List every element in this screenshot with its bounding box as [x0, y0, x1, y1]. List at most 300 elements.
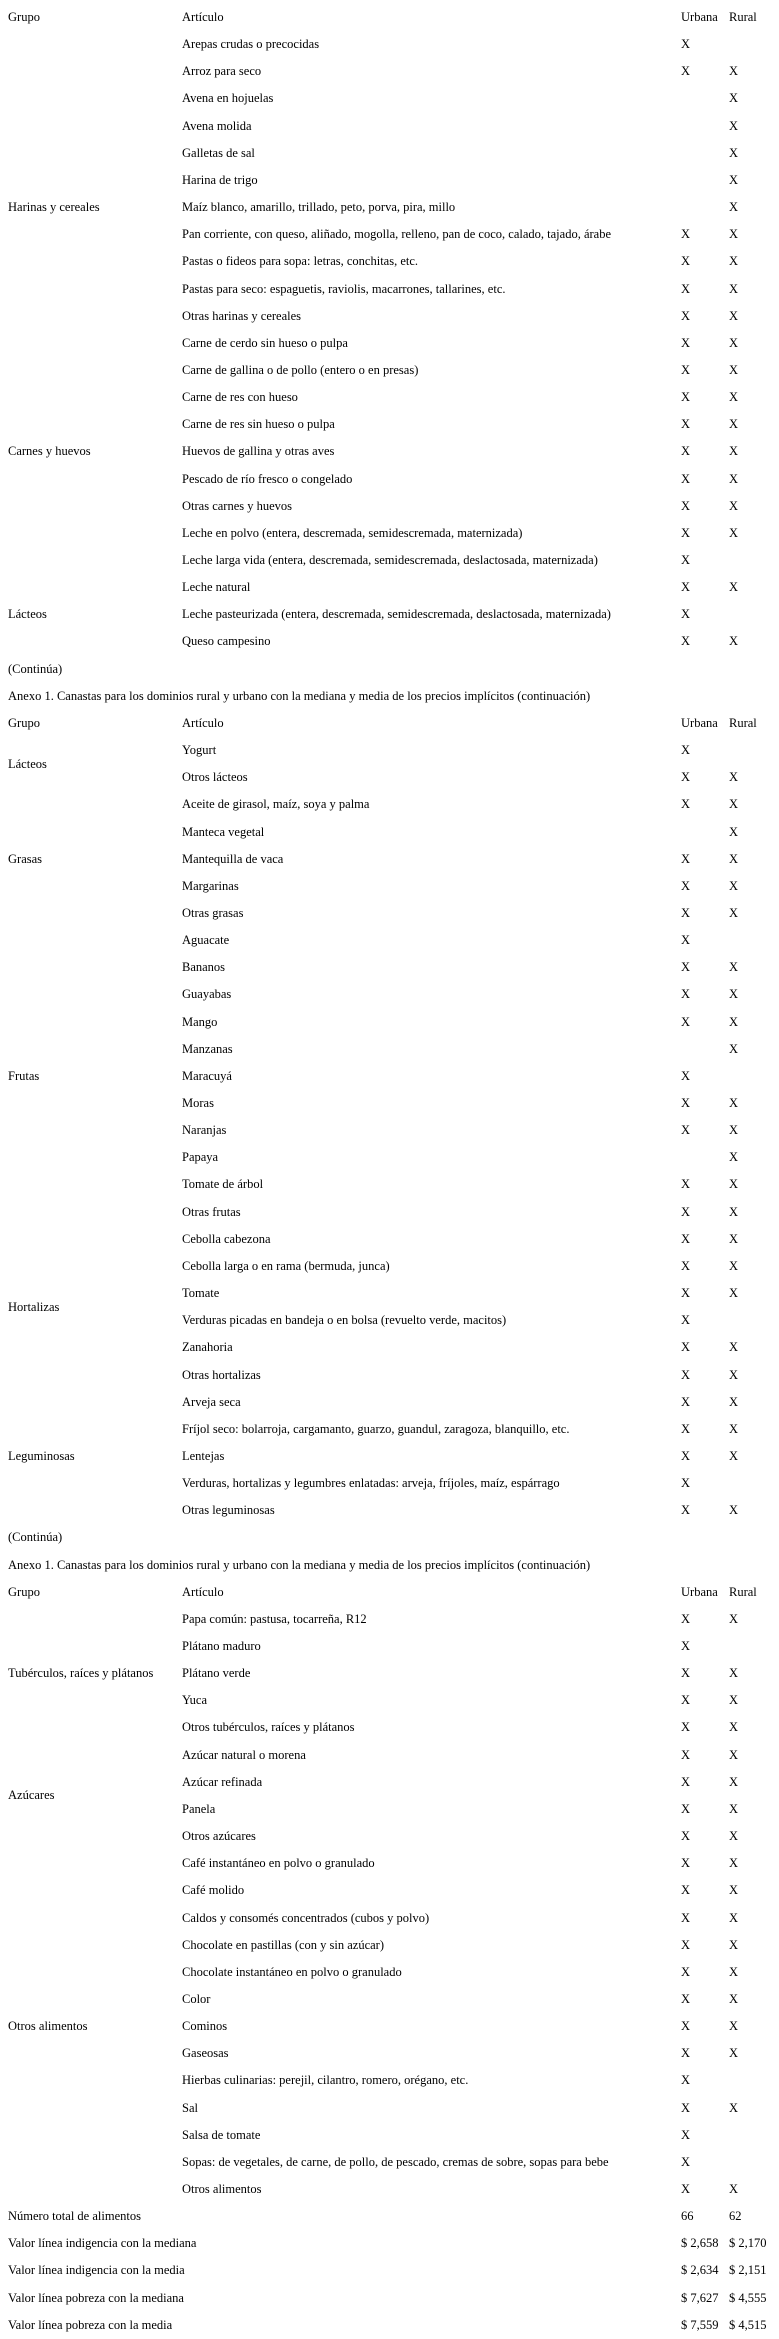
table-row: [0, 1877, 779, 1904]
article-cell: Queso campesino: [182, 634, 271, 649]
article-cell: Plátano verde: [182, 1666, 251, 1681]
rural-cell: X: [729, 1340, 739, 1355]
summary-label: Número total de alimentos: [8, 2209, 141, 2224]
table-row: [0, 1253, 779, 1280]
table-row: [0, 167, 779, 194]
table-row: [0, 221, 779, 248]
article-cell: Maíz blanco, amarillo, trillado, peto, porva, pira, millo: [182, 200, 456, 215]
article-cell: Papaya: [182, 1150, 219, 1165]
summary-rural: $ 2,170: [729, 2236, 767, 2251]
urban-cell: X: [681, 1937, 691, 1952]
article-cell: Leche en polvo (entera, descremada, semidescremada, maternizada): [182, 525, 523, 540]
continua-text: (Continúa): [8, 661, 63, 676]
urban-cell: X: [681, 2154, 691, 2169]
urban-cell: X: [681, 580, 691, 595]
table-row: [0, 438, 779, 465]
urban-cell: X: [681, 634, 691, 649]
table-row: [0, 2122, 779, 2149]
urban-cell: X: [681, 1204, 691, 1219]
article-cell: Otros lácteos: [182, 770, 248, 785]
summary-rural: $ 2,151: [729, 2263, 767, 2278]
urban-cell: X: [681, 1014, 691, 1029]
rural-cell: X: [729, 905, 739, 920]
table-row: [0, 1036, 779, 1063]
article-cell: Fríjol seco: bolarroja, cargamanto, guarzo, guandul, zaragoza, blanquillo, etc.: [182, 1421, 570, 1436]
summary-urban: $ 7,559: [681, 2317, 719, 2332]
header-rural: Rural: [729, 715, 757, 730]
table-row: [0, 1470, 779, 1497]
urban-cell: X: [681, 1231, 691, 1246]
rural-cell: X: [729, 471, 739, 486]
table-row: [0, 493, 779, 520]
urban-cell: X: [681, 878, 691, 893]
rural-cell: X: [729, 118, 739, 133]
table-row: [0, 1959, 779, 1986]
rural-cell: X: [729, 1720, 739, 1735]
urban-cell: X: [681, 1991, 691, 2006]
urban-cell: X: [681, 2046, 691, 2061]
rural-cell: X: [729, 1150, 739, 1165]
continua-text: (Continúa): [8, 1530, 63, 1545]
table-row: [0, 1714, 779, 1741]
article-cell: Otras frutas: [182, 1204, 241, 1219]
article-cell: Azúcar refinada: [182, 1774, 263, 1789]
rural-cell: X: [729, 878, 739, 893]
article-cell: Arveja seca: [182, 1394, 241, 1409]
urban-cell: X: [681, 1910, 691, 1925]
article-cell: Aceite de girasol, maíz, soya y palma: [182, 797, 370, 812]
rural-cell: X: [729, 417, 739, 432]
urban-cell: X: [681, 254, 691, 269]
urban-cell: X: [681, 1394, 691, 1409]
urban-cell: X: [681, 2182, 691, 2196]
annex-title: [0, 683, 779, 710]
table-row: [0, 85, 779, 112]
article-cell: Tomate de árbol: [182, 1177, 264, 1192]
group-label: Leguminosas: [8, 1448, 75, 1463]
rural-cell: X: [729, 1801, 739, 1816]
article-cell: Tomate: [182, 1286, 220, 1301]
rural-cell: X: [729, 281, 739, 296]
article-cell: Cebolla larga o en rama (bermuda, junca): [182, 1258, 390, 1273]
rural-cell: X: [729, 91, 739, 106]
rural-cell: X: [729, 335, 739, 350]
header-group: Grupo: [8, 715, 40, 730]
table-row: [0, 194, 779, 221]
rural-cell: X: [729, 2046, 739, 2061]
rural-cell: X: [729, 824, 739, 839]
urban-cell: X: [681, 743, 691, 758]
group-label: Harinas y cereales: [8, 200, 100, 215]
table-row: [0, 1199, 779, 1226]
urban-cell: X: [681, 1123, 691, 1138]
article-cell: Arepas crudas o precocidas: [182, 37, 320, 52]
article-cell: Arroz para seco: [182, 64, 262, 79]
table-row: [0, 1171, 779, 1198]
article-cell: Chocolate instantáneo en polvo o granulado: [182, 1964, 402, 1979]
table-row: [0, 1307, 779, 1334]
group-label: Azúcares: [8, 1788, 55, 1803]
rural-cell: X: [729, 1014, 739, 1029]
summary-row: [0, 2230, 779, 2257]
annex-title: [0, 1552, 779, 1579]
article-cell: Chocolate en pastillas (con y sin azúcar): [182, 1937, 385, 1952]
urban-cell: X: [681, 1096, 691, 1110]
article-cell: Café instantáneo en polvo o granulado: [182, 1856, 375, 1871]
rural-cell: X: [729, 1883, 739, 1898]
rural-cell: X: [729, 634, 739, 649]
urban-cell: X: [681, 553, 691, 567]
rural-cell: X: [729, 1123, 739, 1138]
summary-row: [0, 2257, 779, 2284]
annex-title-text: Anexo 1. Canastas para los dominios rural y urbano con la mediana y media de los precios implícitos (continuación): [8, 688, 591, 703]
rural-cell: X: [729, 1448, 739, 1463]
table-row: [0, 1633, 779, 1660]
summary-urban: $ 2,634: [681, 2263, 719, 2278]
summary-row: [0, 2312, 779, 2339]
urban-cell: X: [681, 1286, 691, 1301]
rural-cell: X: [729, 1964, 739, 1979]
summary-urban: 66: [681, 2209, 694, 2224]
urban-cell: X: [681, 770, 691, 785]
urban-cell: X: [681, 390, 691, 405]
urban-cell: X: [681, 1258, 691, 1273]
urban-cell: X: [681, 1829, 691, 1844]
rural-cell: X: [729, 1177, 739, 1192]
table-row: [0, 873, 779, 900]
group-label: Lácteos: [8, 756, 47, 771]
urban-cell: X: [681, 2127, 691, 2142]
urban-cell: X: [681, 1367, 691, 1382]
article-cell: Otros azúcares: [182, 1829, 256, 1844]
article-cell: Manzanas: [182, 1041, 233, 1056]
article-cell: Carne de gallina o de pollo (entero o en presas): [182, 362, 419, 377]
table-row: [0, 330, 779, 357]
urban-cell: X: [681, 2100, 691, 2115]
article-cell: Huevos de gallina y otras aves: [182, 444, 335, 459]
article-cell: Naranjas: [182, 1123, 227, 1138]
urban-cell: X: [681, 281, 691, 296]
table-row: [0, 900, 779, 927]
table-row: [0, 1823, 779, 1850]
header-article: Artículo: [182, 10, 224, 24]
rural-cell: X: [729, 960, 739, 975]
table-row: [0, 31, 779, 58]
header-group: Grupo: [8, 1584, 40, 1599]
table-row: [0, 1226, 779, 1253]
rural-cell: X: [729, 1421, 739, 1436]
rural-cell: X: [729, 1611, 739, 1626]
article-cell: Caldos y consomés concentrados (cubos y polvo): [182, 1910, 430, 1925]
rural-cell: X: [729, 2100, 739, 2115]
rural-cell: X: [729, 2182, 739, 2196]
article-cell: Margarinas: [182, 878, 239, 893]
article-cell: Otros tubérculos, raíces y plátanos: [182, 1720, 355, 1735]
rural-cell: X: [729, 580, 739, 595]
table-row: [0, 981, 779, 1008]
urban-cell: X: [681, 1774, 691, 1789]
table-row: [0, 140, 779, 167]
group-label: Grasas: [8, 851, 43, 866]
summary-label: Valor línea indigencia con la media: [8, 2263, 185, 2278]
rural-cell: X: [729, 308, 739, 323]
group-label: Hortalizas: [8, 1299, 60, 1314]
article-cell: Salsa de tomate: [182, 2127, 261, 2142]
article-cell: Hierbas culinarias: perejil, cilantro, romero, orégano, etc.: [182, 2073, 469, 2088]
rural-cell: X: [729, 227, 739, 242]
table-row: [0, 547, 779, 574]
table-row: [0, 1117, 779, 1144]
article-cell: Plátano maduro: [182, 1639, 261, 1653]
article-cell: Verduras, hortalizas y legumbres enlatadas: arveja, fríjoles, maíz, espárrago: [182, 1476, 560, 1491]
article-cell: Verduras picadas en bandeja o en bolsa (revuelto verde, macitos): [182, 1313, 507, 1328]
urban-cell: X: [681, 525, 691, 540]
group-label: Otros alimentos: [8, 2019, 88, 2034]
rural-cell: X: [729, 1693, 739, 1708]
article-cell: Moras: [182, 1096, 214, 1110]
urban-cell: X: [681, 1693, 691, 1708]
summary-row: [0, 2203, 779, 2230]
article-cell: Manteca vegetal: [182, 824, 265, 839]
article-cell: Otras leguminosas: [182, 1503, 275, 1518]
article-cell: Galletas de sal: [182, 145, 255, 160]
urban-cell: X: [681, 1313, 691, 1328]
table-row: [0, 1443, 779, 1470]
urban-cell: X: [681, 797, 691, 812]
table-row: [0, 411, 779, 438]
urban-cell: X: [681, 335, 691, 350]
table-row: [0, 1905, 779, 1932]
rural-cell: X: [729, 1829, 739, 1844]
table-row: [0, 628, 779, 655]
table-row: [0, 1334, 779, 1361]
table-row: [0, 1009, 779, 1036]
header-rural: Rural: [729, 10, 757, 24]
article-cell: Cebolla cabezona: [182, 1231, 271, 1246]
rural-cell: X: [729, 2019, 739, 2034]
urban-cell: X: [681, 933, 691, 948]
table-row: [0, 303, 779, 330]
article-cell: Carne de res sin hueso o pulpa: [182, 417, 335, 432]
table-row: [0, 1416, 779, 1443]
table-row: [0, 791, 779, 818]
urban-cell: X: [681, 1747, 691, 1762]
header-row: [0, 4, 779, 31]
rural-cell: X: [729, 770, 739, 785]
urban-cell: X: [681, 37, 691, 52]
urban-cell: X: [681, 1503, 691, 1518]
urban-cell: X: [681, 471, 691, 486]
summary-urban: $ 2,658: [681, 2236, 719, 2251]
table-row: [0, 1932, 779, 1959]
article-cell: Papa común: pastusa, tocarreña, R12: [182, 1611, 367, 1626]
rural-cell: X: [729, 390, 739, 405]
table-row: [0, 113, 779, 140]
group-label: Tubérculos, raíces y plátanos: [8, 1666, 154, 1681]
rural-cell: X: [729, 797, 739, 812]
article-cell: Avena en hojuelas: [182, 91, 274, 106]
rural-cell: X: [729, 1394, 739, 1409]
urban-cell: X: [681, 1639, 691, 1653]
continua-note: [0, 1524, 779, 1551]
summary-urban: $ 7,627: [681, 2290, 719, 2305]
article-cell: Bananos: [182, 960, 226, 975]
article-cell: Sopas: de vegetales, de carne, de pollo, de pescado, cremas de sobre, sopas para bebe: [182, 2154, 609, 2169]
urban-cell: X: [681, 1883, 691, 1898]
table-row: [0, 2176, 779, 2203]
article-cell: Azúcar natural o morena: [182, 1747, 306, 1762]
rural-cell: X: [729, 1503, 739, 1518]
rural-cell: X: [729, 444, 739, 459]
article-cell: Otros alimentos: [182, 2182, 262, 2196]
table-row: [0, 466, 779, 493]
rural-cell: X: [729, 1231, 739, 1246]
urban-cell: X: [681, 1856, 691, 1871]
rural-cell: X: [729, 851, 739, 866]
table-row: [0, 1769, 779, 1796]
urban-cell: X: [681, 362, 691, 377]
annex-title-text: Anexo 1. Canastas para los dominios rural y urbano con la mediana y media de los precios implícitos (continuación): [8, 1557, 591, 1572]
article-cell: Cominos: [182, 2019, 228, 2034]
urban-cell: X: [681, 905, 691, 920]
summary-label: Valor línea pobreza con la mediana: [8, 2290, 184, 2305]
article-cell: Otras hortalizas: [182, 1367, 261, 1382]
rural-cell: X: [729, 254, 739, 269]
rural-cell: X: [729, 145, 739, 160]
urban-cell: X: [681, 987, 691, 1002]
group-label: Lácteos: [8, 607, 47, 622]
article-cell: Yuca: [182, 1693, 207, 1708]
urban-cell: X: [681, 1720, 691, 1735]
continua-note: [0, 656, 779, 683]
urban-cell: X: [681, 1177, 691, 1192]
rural-cell: X: [729, 1991, 739, 2006]
urban-cell: X: [681, 1340, 691, 1355]
urban-cell: X: [681, 607, 691, 622]
urban-cell: X: [681, 2019, 691, 2034]
table-row: [0, 248, 779, 275]
header-row: [0, 1579, 779, 1606]
rural-cell: X: [729, 1286, 739, 1301]
rural-cell: X: [729, 1747, 739, 1762]
table-row: [0, 1144, 779, 1171]
article-cell: Otras carnes y huevos: [182, 498, 293, 513]
rural-cell: X: [729, 525, 739, 540]
rural-cell: X: [729, 1367, 739, 1382]
table-row: [0, 1497, 779, 1524]
article-cell: Gaseosas: [182, 2046, 229, 2061]
summary-label: Valor línea indigencia con la mediana: [8, 2236, 197, 2251]
summary-rural: 62: [729, 2209, 742, 2224]
urban-cell: X: [681, 1801, 691, 1816]
rural-cell: X: [729, 200, 739, 215]
rural-cell: X: [729, 498, 739, 513]
table-row: [0, 1389, 779, 1416]
article-cell: Panela: [182, 1801, 216, 1816]
rural-cell: X: [729, 362, 739, 377]
table-row: [0, 1986, 779, 2013]
header-urban: Urbana: [681, 10, 718, 24]
urban-cell: X: [681, 417, 691, 432]
rural-cell: X: [729, 987, 739, 1002]
header-urban: Urbana: [681, 1584, 718, 1599]
group-label: Frutas: [8, 1068, 40, 1083]
table-row: [0, 276, 779, 303]
rural-cell: X: [729, 1096, 739, 1110]
article-cell: Leche natural: [182, 580, 251, 595]
article-cell: Guayabas: [182, 987, 232, 1002]
urban-cell: X: [681, 498, 691, 513]
article-cell: Harina de trigo: [182, 172, 258, 187]
rural-cell: X: [729, 1666, 739, 1681]
table-row: [0, 2095, 779, 2122]
article-cell: Lentejas: [182, 1448, 225, 1463]
table-row: [0, 1063, 779, 1090]
urban-cell: X: [681, 308, 691, 323]
table-row: [0, 1742, 779, 1769]
header-article: Artículo: [182, 715, 224, 730]
article-cell: Pan corriente, con queso, aliñado, mogolla, relleno, pan de coco, calado, tajado, árabe: [182, 227, 611, 242]
summary-rural: $ 4,515: [729, 2317, 767, 2332]
rural-cell: X: [729, 64, 739, 79]
article-cell: Otras grasas: [182, 905, 244, 920]
urban-cell: X: [681, 960, 691, 975]
table-row: [0, 846, 779, 873]
urban-cell: X: [681, 2073, 691, 2088]
article-cell: Zanahoria: [182, 1340, 233, 1355]
table-row: [0, 1850, 779, 1877]
rural-cell: X: [729, 1204, 739, 1219]
header-article: Artículo: [182, 1584, 224, 1599]
table-row: [0, 2149, 779, 2176]
group-label: Carnes y huevos: [8, 444, 91, 459]
table-row: [0, 58, 779, 85]
article-cell: Leche pasteurizada (entera, descremada, semidescremada, deslactosada, maternizada): [182, 607, 611, 622]
rural-cell: X: [729, 1937, 739, 1952]
article-cell: Carne de cerdo sin hueso o pulpa: [182, 335, 348, 350]
rural-cell: X: [729, 172, 739, 187]
rural-cell: X: [729, 1041, 739, 1056]
article-cell: Pastas para seco: espaguetis, raviolis, macarrones, tallarines, etc.: [182, 281, 506, 296]
article-cell: Avena molida: [182, 118, 252, 133]
urban-cell: X: [681, 1068, 691, 1083]
rural-cell: X: [729, 1910, 739, 1925]
article-cell: Mango: [182, 1014, 218, 1029]
article-cell: Leche larga vida (entera, descremada, semidescremada, deslactosada, maternizada): [182, 553, 598, 567]
table-row: [0, 737, 779, 764]
rural-cell: X: [729, 1258, 739, 1273]
urban-cell: X: [681, 1448, 691, 1463]
urban-cell: X: [681, 1421, 691, 1436]
header-urban: Urbana: [681, 715, 718, 730]
urban-cell: X: [681, 227, 691, 242]
article-cell: Café molido: [182, 1883, 245, 1898]
rural-cell: X: [729, 1856, 739, 1871]
table-row: [0, 2040, 779, 2067]
article-cell: Sal: [182, 2100, 198, 2115]
table-row: [0, 357, 779, 384]
table-row: [0, 764, 779, 791]
urban-cell: X: [681, 64, 691, 79]
table-row: [0, 954, 779, 981]
table-row: [0, 2013, 779, 2040]
table-row: [0, 1280, 779, 1307]
summary-label: Valor línea pobreza con la media: [8, 2317, 173, 2332]
table-row: [0, 1606, 779, 1633]
urban-cell: X: [681, 1666, 691, 1681]
summary-row: [0, 2285, 779, 2312]
article-cell: Maracuyá: [182, 1068, 232, 1083]
